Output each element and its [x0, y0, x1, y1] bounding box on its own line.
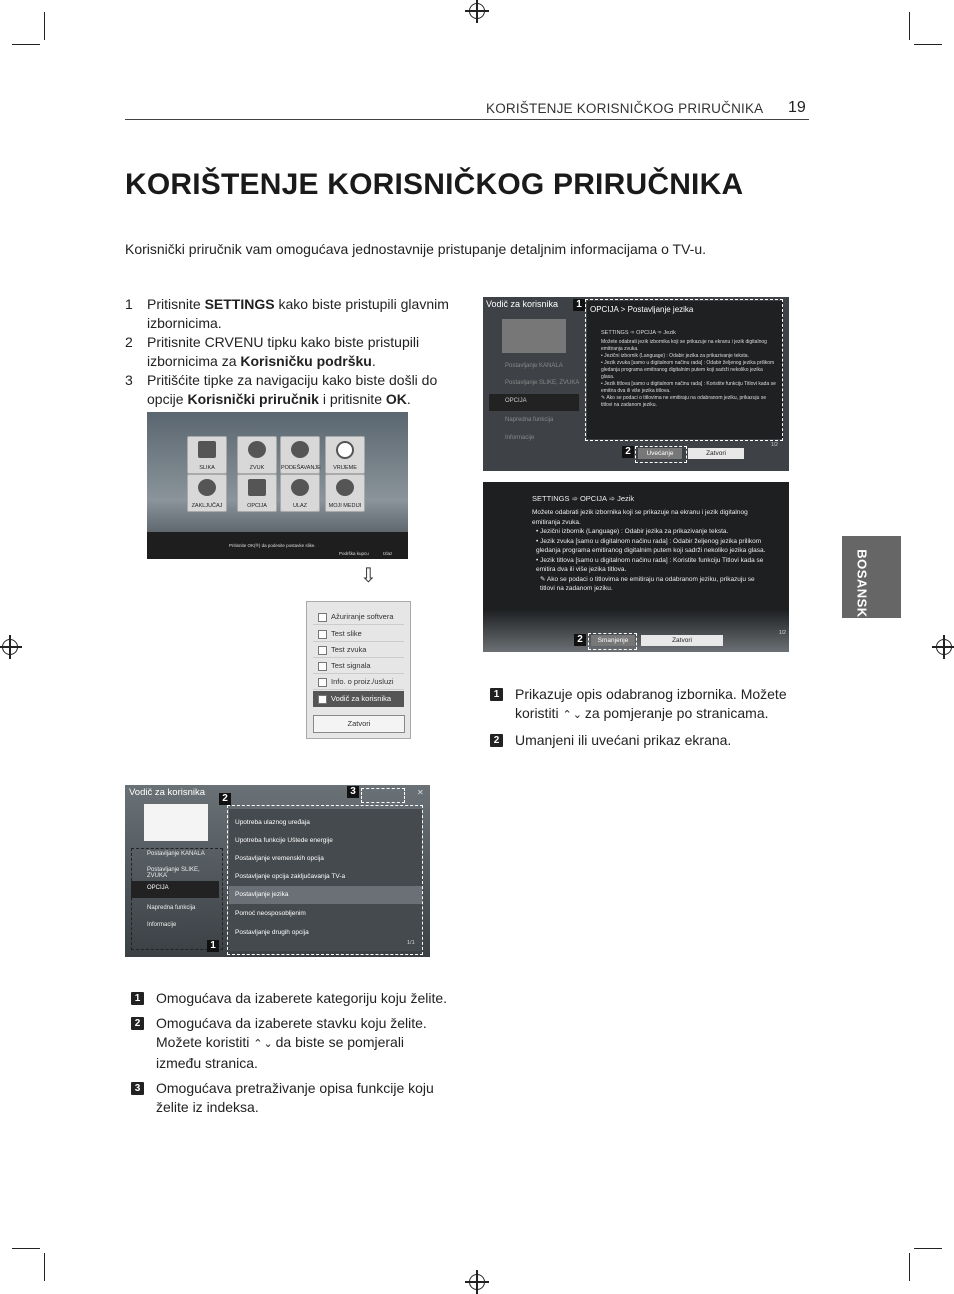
registration-mark-icon	[469, 1274, 485, 1290]
crop-mark	[44, 12, 45, 40]
support-menu	[306, 601, 411, 739]
header-rule	[125, 119, 809, 120]
tv-icon	[198, 441, 216, 458]
callout-2-box	[588, 633, 637, 650]
registration-mark-icon	[936, 639, 952, 655]
language-side-tab: BOSANSKI	[842, 536, 901, 618]
zoom-crumb: SETTINGS ➾ OPCIJA ➾ Jezik	[532, 494, 635, 503]
category-slike-zvuka[interactable]: Postavljanje SLIKE, ZVUKA	[147, 867, 200, 879]
zoom-close-button[interactable]: Zatvori	[641, 635, 723, 646]
detail-close-button[interactable]: Zatvori	[688, 448, 744, 459]
guide-page-counter: 1/1	[407, 940, 415, 946]
zoom-out-button[interactable]: Smanjenje	[591, 635, 635, 646]
clock-icon	[336, 441, 354, 459]
detail-category[interactable]: Postavljanje KANALA	[505, 363, 563, 369]
callout-2-badge: 2	[622, 446, 634, 458]
tile-zvuk[interactable]: ZVUK	[237, 436, 277, 474]
category-informacije[interactable]: Informacije	[147, 922, 177, 928]
zoom-page-counter: 1/2	[779, 630, 786, 636]
close-icon[interactable]: ✕	[417, 788, 424, 797]
zoom-in-button[interactable]: Uvećanje	[638, 448, 682, 459]
registration-mark-icon	[469, 3, 485, 19]
crop-mark	[914, 1248, 942, 1249]
detail-page-counter: 1/2	[771, 442, 778, 448]
callout-1-badge: 1	[207, 940, 219, 952]
menu-item-signal-test[interactable]: Test signala	[313, 658, 404, 674]
crop-mark	[914, 44, 942, 45]
down-arrow-icon: ⇩	[360, 565, 377, 587]
guide-item[interactable]: Postavljanje opcija zaključavanja TV-a	[235, 873, 346, 880]
guide-item[interactable]: Pomoć neosposobljenim	[235, 910, 306, 917]
speaker-icon	[248, 441, 266, 458]
callout-2-box	[227, 805, 423, 955]
legend-left-item-1: 1 Omogućava da izaberete kategoriju koju želite.	[131, 989, 451, 1008]
page-title: KORIŠTENJE KORISNIČKOG PRIRUČNIKA	[125, 168, 744, 201]
crop-mark	[909, 12, 910, 40]
legend-left	[131, 989, 451, 1123]
support-close-button[interactable]: Zatvori	[313, 715, 405, 733]
home-footer-hint: Pritisnite OK(®) da podesite postavke slike.	[229, 543, 316, 548]
crop-mark	[12, 44, 40, 45]
media-icon	[336, 479, 354, 496]
satellite-icon	[291, 441, 309, 458]
tile-opcija[interactable]: OPCIJA	[237, 474, 277, 512]
tile-moji-mediji[interactable]: MOJI MEDIJI	[325, 474, 365, 512]
menu-item-picture-test[interactable]: Test slike	[313, 626, 404, 642]
tile-slika[interactable]: SLIKA	[187, 436, 227, 474]
detail-category[interactable]: Informacije	[505, 435, 535, 441]
step-3: 3 Pritišćite tipke za navigaciju kako biste došli do opcije Korisnički priručnik i pritisnite OK.	[125, 372, 438, 407]
home-footer-support[interactable]: Podrška kupcu	[339, 551, 369, 556]
user-guide-detail-screenshot	[483, 297, 789, 471]
guide-item: Postavljanje jezika	[235, 891, 289, 898]
cable-icon	[291, 479, 309, 496]
crop-mark	[12, 1248, 40, 1249]
detail-title: Vodič za korisnika	[486, 299, 559, 309]
callout-2-badge: 2	[219, 793, 231, 805]
user-guide-zoomed-screenshot	[483, 482, 789, 652]
legend-right-item-2: 2 Umanjeni ili uvećani prikaz ekrana.	[490, 731, 790, 750]
registration-mark-icon	[2, 639, 18, 655]
tile-podesavanje[interactable]: PODEŠAVANJE	[280, 436, 320, 474]
menu-item-sound-test[interactable]: Test zvuka	[313, 642, 404, 658]
zoom-body: Možete odabrati jezik izbornika koji se prikazuje na ekranu i jezik digitalnog emitiranja zvuka. • Jezični izbornik (Language) : Odabir jezika za prikazivanje teksta. • Jezik zvuka [samo u digitalnom načinu rada] : Odabir željenog jezika prilikom gledanja programa emitiranog digitalnim putem koji sadrži nekoliko jezika glasa. • Jezik titlova [samo u digitalnom načinu rada] : Koristite funkciju Titlovi kada se emitira dva ili više jezika titlova. ✎ Ako se podaci o titlovima ne emitiraju na odabranom jeziku, prikazuju se titlovi na zadanom jeziku.	[532, 509, 766, 592]
callout-2-badge: 2	[574, 634, 586, 646]
detail-crumb: SETTINGS ➾ OPCIJA ➾ Jezik	[601, 330, 676, 336]
tile-zakljucaj[interactable]: ZAKLJUČAJ	[187, 474, 227, 512]
menu-item-software-update[interactable]: Ažuriranje softvera	[313, 609, 404, 625]
step-1: 1 Pritisnite SETTINGS kako biste pristupili glavnim izbornicima.	[125, 296, 449, 331]
briefcase-icon	[248, 479, 266, 496]
guide-item[interactable]: Upotreba ulaznog uređaja	[235, 819, 310, 826]
detail-thumbnail	[502, 319, 566, 353]
menu-item-product-info[interactable]: Info. o proiz./usluzi	[313, 674, 404, 690]
legend-left-item-3: 3 Omogućava pretraživanje opisa funkcije koju želite iz indeksa.	[131, 1079, 451, 1117]
detail-category: OPCIJA	[505, 398, 527, 404]
crop-mark	[909, 1253, 910, 1281]
callout-1-box	[131, 848, 223, 950]
category-opcija: OPCIJA	[147, 885, 169, 891]
home-menu-screenshot	[147, 412, 408, 559]
lock-icon	[198, 479, 216, 496]
category-kanala[interactable]: Postavljanje KANALA	[147, 851, 205, 857]
callout-1-box	[585, 299, 783, 441]
callout-3-badge: 3	[347, 786, 359, 798]
guide-item[interactable]: Postavljanje vremenskih opcija	[235, 855, 324, 862]
tile-ulaz[interactable]: ULAZ	[280, 474, 320, 512]
chevron-up-down-icon: ⌃ ⌄	[562, 709, 581, 721]
steps-list	[125, 295, 455, 409]
guide-thumbnail	[144, 804, 208, 841]
guide-item[interactable]: Upotreba funkcije Uštede energije	[235, 837, 333, 844]
guide-item[interactable]: Postavljanje drugih opcija	[235, 929, 309, 936]
legend-right-item-1: 1 Prikazuje opis odabranog izbornika. Možete koristiti ⌃ ⌄ za pomjeranje po stranicama.	[490, 685, 790, 725]
category-napredna[interactable]: Napredna funkcija	[147, 905, 196, 911]
user-guide-index-screenshot	[125, 785, 430, 957]
page-number: 19	[788, 99, 806, 116]
tile-vrijeme[interactable]: VRIJEME	[325, 436, 365, 474]
menu-item-user-guide[interactable]: Vodič za korisnika	[313, 691, 404, 707]
callout-2-box	[635, 446, 687, 463]
guide-title: Vodič za korisnika	[129, 787, 206, 798]
running-header: KORIŠTENJE KORISNIČKOG PRIRUČNIKA	[486, 101, 764, 116]
detail-category-selected[interactable]	[489, 394, 579, 411]
legend-right	[490, 685, 790, 756]
detail-path: OPCIJA > Postavljanje jezika	[590, 305, 694, 314]
step-2: 2 Pritisnite CRVENU tipku kako biste pristupili izbornicima za Korisničku podršku.	[125, 334, 420, 369]
detail-body: Možete odabrati jezik izbornika koji se prikazuje na ekranu i jezik digitalnog emitiranja zvuka. • Jezični izbornik (Language) : Odabir jezika za prikazivanje teksta. • Jezik zvuka [samo u digitalnom načinu rada] : Odabir željenog jezika prilikom gledanja programa emitiranog digitalnim putem koji sadrži nekoliko jezika glasa. • Jezik titlova [samo u digitalnom načinu rada] : Koristite funkciju Titlovi kada se emitira dva ili više jezika titlova. ✎ Ako se podaci o titlovima ne emitiraju na odabranom jeziku, prikazuju se titlovi na zadanom jeziku.	[601, 339, 776, 408]
intro-text: Korisnički priručnik vam omogućava jednostavnije pristupanje detaljnim informacijama o TV-u.	[125, 241, 707, 257]
chevron-up-down-icon: ⌃ ⌄	[253, 1038, 272, 1050]
detail-category[interactable]: Postavljanje SLIKE, ZVUKA	[505, 380, 580, 386]
legend-left-item-2: 2 Omogućava da izaberete stavku koju želite. Možete koristiti ⌃ ⌄ da biste se pomjerali između stranica.	[131, 1014, 451, 1073]
home-footer-exit[interactable]: Izlaz	[383, 551, 393, 556]
detail-category[interactable]: Napredna funkcija	[505, 417, 554, 423]
callout-1-badge: 1	[573, 299, 585, 311]
callout-3-box	[361, 788, 405, 803]
crop-mark	[44, 1253, 45, 1281]
